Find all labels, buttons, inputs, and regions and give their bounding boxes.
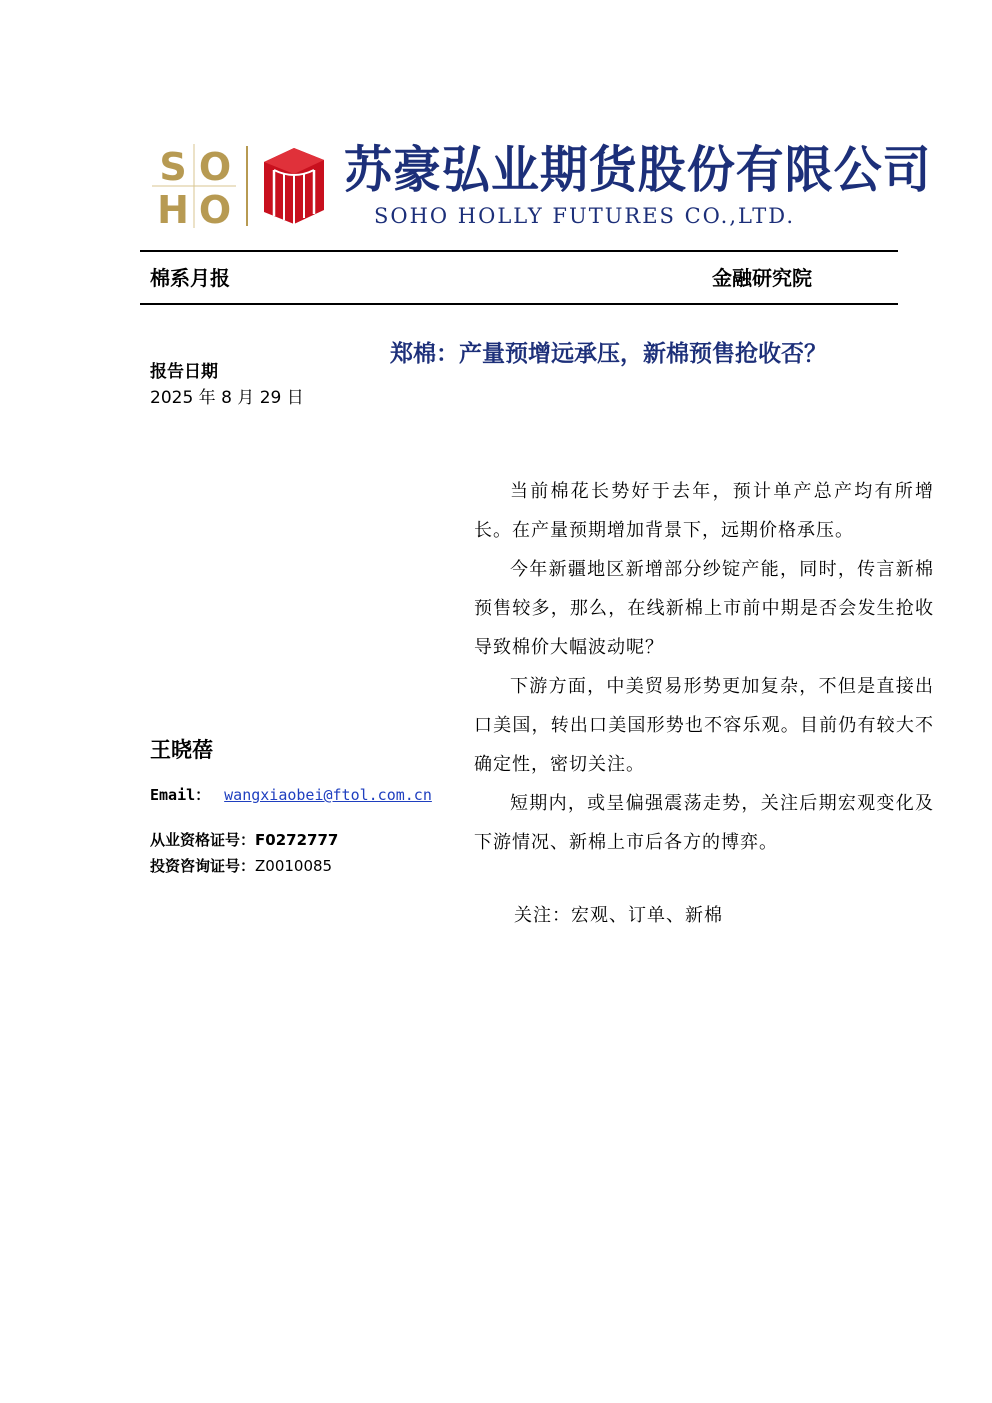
summary-paragraph: 当前棉花长势好于去年，预计单产总产均有所增长。在产量预期增加背景下，远期价格承压。 <box>474 481 934 541</box>
consulting-row <box>150 855 332 877</box>
logo-letter-o2: O <box>198 188 232 228</box>
report-title: 郑棉：产量预增远承压，新棉预售抢收否？ <box>390 341 827 367</box>
soho-logo-icon <box>152 144 236 228</box>
institute-name: 金融研究院 <box>712 266 812 290</box>
summary-paragraph: 下游方面，中美贸易形势更加复杂，不但是直接出口美国，转出口美国形势也不容乐观。目前仍有较大不确定性，密切关注。 <box>474 676 934 775</box>
logo-divider <box>246 146 248 226</box>
email-link[interactable]: wangxiaobei@ftol.com.cn <box>224 786 432 804</box>
summary-paragraph: 今年新疆地区新增部分纱锭产能，同时，传言新棉预售较多，那么，在线新棉上市前中期是否会发生抢收导致棉价大幅波动呢？ <box>474 559 934 658</box>
focus-keywords: 关注：宏观、订单、新棉 <box>514 905 723 926</box>
logo-letter-o1: O <box>198 145 232 189</box>
consulting-label: 投资咨询证号： <box>150 857 256 875</box>
summary-paragraph: 短期内，或呈偏强震荡走势，关注后期宏观变化及下游情况、新棉上市后各方的博弈。 <box>474 793 934 853</box>
logo-letter-h: H <box>157 188 189 228</box>
cube-logo-icon <box>260 144 328 226</box>
company-name-en: SOHO HOLLY FUTURES CO.,LTD. <box>374 204 796 228</box>
logo-letter-s: S <box>159 145 187 189</box>
header-bottom-rule <box>140 303 898 305</box>
header-top-rule <box>140 250 898 252</box>
report-date-value: 2025 年 8 月 29 日 <box>150 388 304 408</box>
qualification-row <box>150 829 338 851</box>
summary-body <box>474 472 934 862</box>
company-logo <box>152 140 932 232</box>
report-type: 棉系月报 <box>150 266 230 290</box>
report-date-label: 报告日期 <box>150 362 218 382</box>
email-row <box>150 784 432 806</box>
email-label: Email： <box>150 786 211 804</box>
qualification-number: F0272777 <box>255 831 339 849</box>
company-name-cn: 苏豪弘业期货股份有限公司 <box>344 140 932 199</box>
analyst-name: 王晓蓓 <box>150 738 213 762</box>
qualification-label: 从业资格证号： <box>150 831 256 849</box>
consulting-number: Z0010085 <box>255 857 333 875</box>
